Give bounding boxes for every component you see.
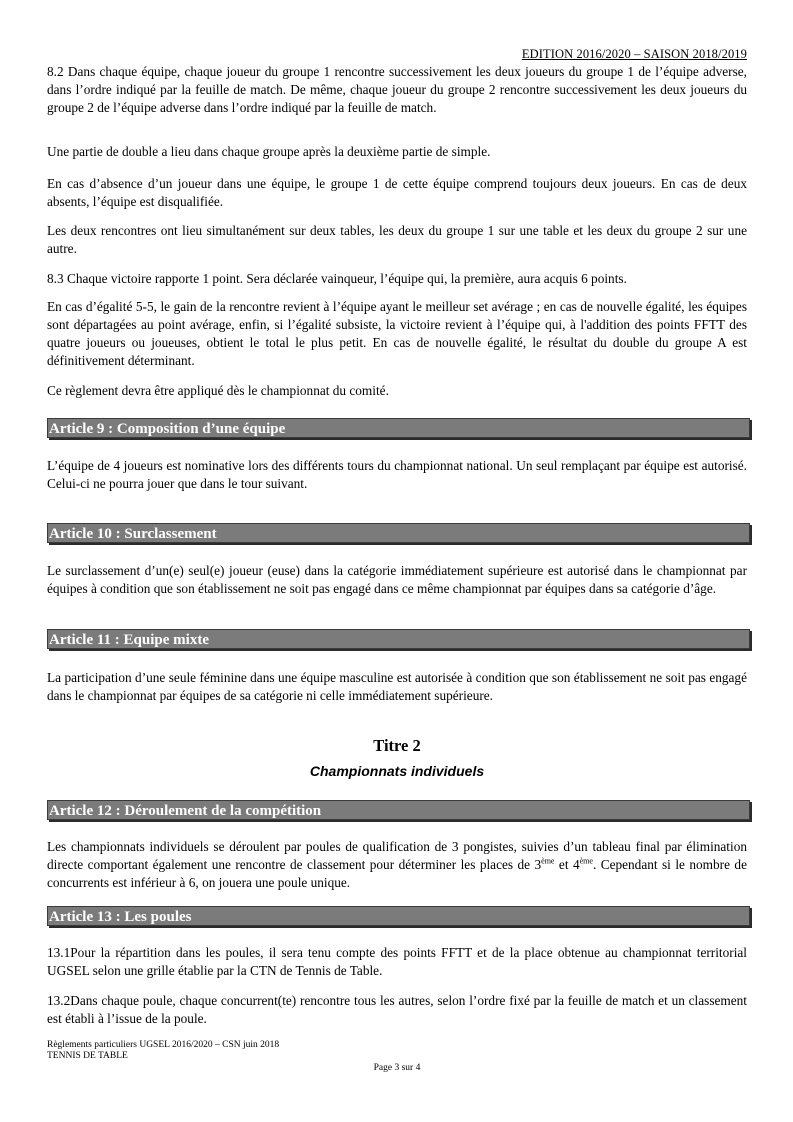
footer-line-2: TENNIS DE TABLE: [47, 1051, 128, 1061]
paragraph-article-12: [47, 838, 747, 892]
article-9-heading: Article 9 : Composition d’une équipe: [47, 418, 750, 438]
paragraph-double: Une partie de double a lieu dans chaque groupe après la deuxième partie de simple.: [47, 144, 491, 159]
footer: [47, 1040, 279, 1062]
article-12-text-1: Les championnats individuels se déroulent par poules de qualification de 3 pongistes, suivies d’un tableau final par élimination directe comportant également une rencontre de classement pour déterminer les places de 3: [47, 839, 747, 872]
titre-2-subheading: Championnats individuels: [309, 763, 485, 779]
edition-header: EDITION 2016/2020 – SAISON 2018/2019: [521, 47, 747, 61]
paragraph-8-3: 8.3 Chaque victoire rapporte 1 point. Sera déclarée vainqueur, l’équipe qui, la première, aura acquis 6 points.: [47, 271, 627, 286]
paragraph-13-1: 13.1Pour la répartition dans les poules, il sera tenu compte des points FFTT et de la place obtenue au championnat territorial UGSEL selon une grille établie par la CTN de Tennis de Table.: [47, 945, 747, 978]
footer-line-1: Règlements particuliers UGSEL 2016/2020 – CSN juin 2018: [47, 1040, 280, 1050]
paragraph-article-9: L’équipe de 4 joueurs est nominative lors des différents tours du championnat national. Un seul remplaçant par équipe est autorisé. Celui-ci ne pourra jouer que dans le tour suivant.: [47, 458, 747, 491]
paragraph-article-11: La participation d’une seule féminine dans une équipe masculine est autorisée à condition que son établissement ne soit pas engagé dans le championnat par équipes de sa catégorie ni celle immédiatement supérieure.: [47, 670, 747, 703]
article-11-heading: Article 11 : Equipe mixte: [47, 629, 750, 649]
article-12-heading: Article 12 : Déroulement de la compétition: [47, 800, 750, 820]
article-12-text-2: . Cependant si le nombre de concurrents est inférieur à 6, on jouera une poule unique.: [47, 857, 747, 890]
article-13-heading: Article 13 : Les poules: [47, 906, 750, 926]
paragraph-article-10: Le surclassement d’un(e) seul(e) joueur (euse) dans la catégorie immédiatement supérieure est autorisé dans le championnat par équipes à condition que son établissement ne soit pas engagé dans ce même championnat par équipes dans sa catégorie d’âge.: [47, 563, 747, 596]
article-10-heading: Article 10 : Surclassement: [47, 523, 750, 543]
paragraph-absence: En cas d’absence d’un joueur dans une équipe, le groupe 1 de cette équipe comprend toujours deux joueurs. En cas de deux absents, l’équipe est disqualifiée.: [47, 176, 747, 209]
article-12-sup-1: ème: [541, 856, 555, 866]
paragraph-reglement: Ce règlement devra être appliqué dès le championnat du comité.: [47, 383, 389, 398]
titre-2-heading: Titre 2: [373, 736, 421, 755]
page-number: Page 3 sur 4: [373, 1063, 421, 1073]
paragraph-8-2: 8.2 Dans chaque équipe, chaque joueur du groupe 1 rencontre successivement les deux joueurs du groupe 1 de l’équipe adverse, dans l’ordre indiqué par la feuille de match. De même, chaque joueur du groupe 2 rencontre successivement les deux joueurs du groupe 2 de l’équipe adverse dans l’ordre indiqué par la feuille de match.: [47, 64, 747, 115]
article-12-sup-2: ème: [579, 856, 593, 866]
paragraph-13-2: 13.2Dans chaque poule, chaque concurrent(te) rencontre tous les autres, selon l’ordre fixé par la feuille de match et un classement est établi à l’issue de la poule.: [47, 993, 747, 1026]
paragraph-egalite: En cas d’égalité 5-5, le gain de la rencontre revient à l’équipe ayant le meilleur set avérage ; en cas de nouvelle égalité, les équipes sont départagées au point avérage, enfin, si l’égalité subsiste, la victoire revient à l’équipe qui, à l'addition des points FFTT des quatre joueurs ou joueuses, obtient le total le plus petit. En cas de nouvelle égalité, le résultat du double du groupe A est définitivement déterminant.: [47, 299, 747, 368]
paragraph-tables: Les deux rencontres ont lieu simultanément sur deux tables, les deux du groupe 1 sur une table et les deux du groupe 2 sur une autre.: [47, 223, 747, 256]
article-12-text-mid: et 4: [554, 857, 580, 872]
